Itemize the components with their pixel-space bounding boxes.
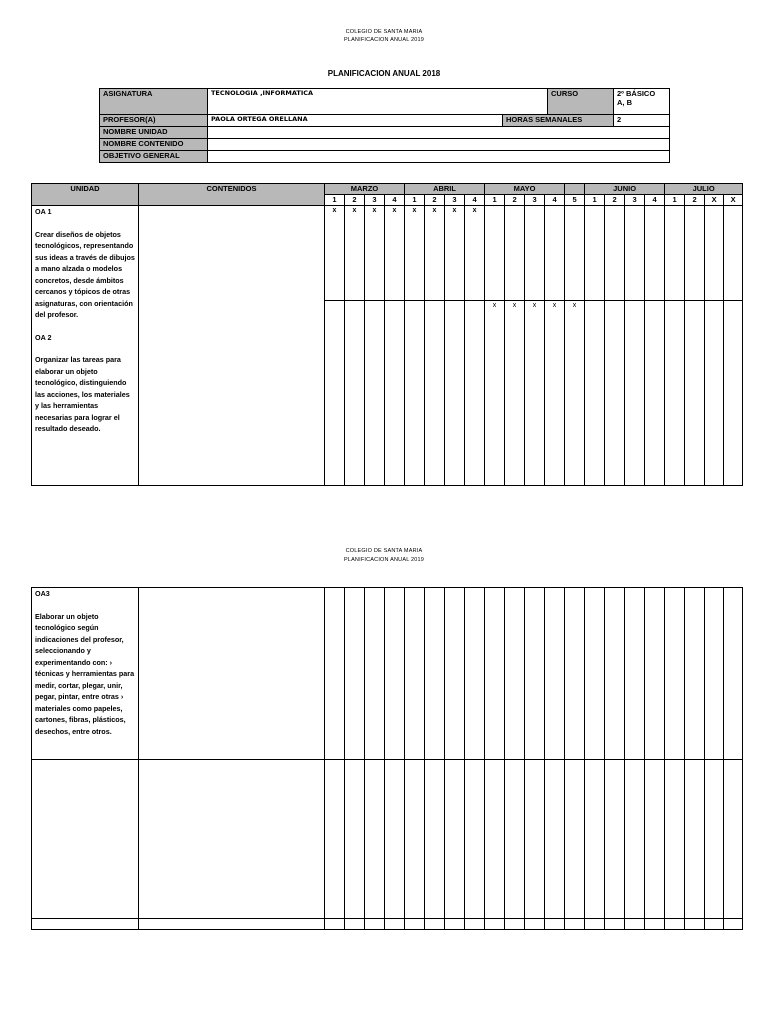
schedule-cell xyxy=(325,919,345,930)
schedule-mark: x xyxy=(325,206,345,301)
schedule-cell xyxy=(705,760,724,919)
week-header: 2 xyxy=(425,195,445,206)
schedule-cell xyxy=(345,919,365,930)
oa3-text: Elaborar un objeto tecnológico según indicaciones del profesor, seleccionando y experimentando con: › técnicas y herramientas para medir, cortar, plegar, unir, pegar, pintar, entre otras › materiales como papeles, cartones, fibras, plásticos, desechos, entre otros. xyxy=(35,611,135,736)
schedule-cell xyxy=(465,760,485,919)
schedule-mark xyxy=(665,206,685,301)
curso-label: CURSO xyxy=(548,89,614,115)
contenidos-cell xyxy=(139,919,325,930)
week-header: 4 xyxy=(545,195,565,206)
schedule-cell xyxy=(385,919,405,930)
schedule-cell xyxy=(525,760,545,919)
schedule-mark xyxy=(605,301,625,486)
schedule-mark: x xyxy=(445,206,465,301)
schedule-cell xyxy=(625,588,645,760)
schedule-cell xyxy=(365,588,385,760)
oa-cell xyxy=(32,919,139,930)
unidad-value xyxy=(208,127,670,139)
schedule-cell xyxy=(724,760,743,919)
horas-value: 2 xyxy=(614,115,670,127)
schedule-cell xyxy=(665,588,685,760)
month-header xyxy=(565,184,585,195)
schedule-mark xyxy=(685,206,705,301)
oa3-title: OA3 xyxy=(35,589,50,598)
week-header: 1 xyxy=(325,195,345,206)
plan-table-p2 xyxy=(31,587,743,930)
schedule-mark: x xyxy=(345,206,365,301)
contenido-label: NOMBRE CONTENIDO xyxy=(100,139,208,151)
oa2-text: Organizar las tareas para elaborar un objeto tecnológico, distinguiendo las acciones, los materiales y las herramientas necesarias para lograr el resultado deseado. xyxy=(35,355,130,433)
schedule-mark xyxy=(465,301,485,486)
schedule-cell xyxy=(545,760,565,919)
schedule-cell xyxy=(665,919,685,930)
schedule-cell xyxy=(585,919,605,930)
profesor-label: PROFESOR(A) xyxy=(100,115,208,127)
week-header: 4 xyxy=(465,195,485,206)
objetivo-label: OBJETIVO GENERAL xyxy=(100,151,208,163)
schedule-mark xyxy=(385,301,405,486)
week-header: 3 xyxy=(445,195,465,206)
schedule-cell xyxy=(485,588,505,760)
schedule-cell xyxy=(485,760,505,919)
schedule-mark xyxy=(325,301,345,486)
curso-value xyxy=(614,89,670,115)
contenidos-cell xyxy=(139,206,325,486)
week-header: 1 xyxy=(585,195,605,206)
week-header: 1 xyxy=(665,195,685,206)
school-name-p2: COLEGIO DE SANTA MARIA xyxy=(345,548,423,554)
week-header: 2 xyxy=(605,195,625,206)
oa-cell xyxy=(32,588,139,760)
schedule-mark xyxy=(425,301,445,486)
schedule-cell xyxy=(505,588,525,760)
schedule-mark xyxy=(525,206,545,301)
contenido-value xyxy=(208,139,670,151)
week-header: 4 xyxy=(645,195,665,206)
oa-cell xyxy=(32,760,139,919)
schedule-mark xyxy=(585,206,605,301)
schedule-cell xyxy=(545,919,565,930)
schedule-mark xyxy=(724,301,743,486)
month-header: ABRIL xyxy=(405,184,485,195)
week-header: 2 xyxy=(345,195,365,206)
schedule-cell xyxy=(345,760,365,919)
week-header: 1 xyxy=(405,195,425,206)
schedule-mark xyxy=(705,301,724,486)
curso-grade: 2º BÁSICO xyxy=(617,89,656,98)
schedule-cell xyxy=(485,919,505,930)
curso-sections: A, B xyxy=(617,98,633,107)
schedule-cell xyxy=(565,919,585,930)
schedule-cell xyxy=(605,919,625,930)
schedule-cell xyxy=(645,760,665,919)
schedule-cell xyxy=(405,919,425,930)
horas-label: HORAS SEMANALES xyxy=(503,115,614,127)
schedule-cell xyxy=(625,919,645,930)
schedule-cell xyxy=(465,588,485,760)
schedule-cell xyxy=(465,919,485,930)
schedule-mark: x xyxy=(485,301,505,486)
schedule-mark xyxy=(545,206,565,301)
unidad-label: NOMBRE UNIDAD xyxy=(100,127,208,139)
schedule-cell xyxy=(565,760,585,919)
schedule-mark xyxy=(485,206,505,301)
oa2-title: OA 2 xyxy=(35,332,52,342)
schedule-mark xyxy=(365,301,385,486)
schedule-mark xyxy=(724,206,743,301)
schedule-mark: x xyxy=(385,206,405,301)
asignatura-label: ASIGNATURA xyxy=(100,89,208,115)
schedule-mark: x xyxy=(505,301,525,486)
schedule-cell xyxy=(685,588,705,760)
profesor-value: PAOLA ORTEGA ORELLANA xyxy=(208,115,503,127)
plan-subtitle: PLANIFICACION ANUAL 2019 xyxy=(343,37,425,43)
schedule-mark: x xyxy=(565,301,585,486)
contenidos-cell xyxy=(139,588,325,760)
schedule-mark xyxy=(605,206,625,301)
schedule-cell xyxy=(385,588,405,760)
schedule-cell xyxy=(605,588,625,760)
schedule-mark xyxy=(585,301,605,486)
schedule-mark xyxy=(625,301,645,486)
schedule-cell xyxy=(385,760,405,919)
week-header: 3 xyxy=(625,195,645,206)
schedule-cell xyxy=(705,588,724,760)
schedule-cell xyxy=(425,760,445,919)
schedule-mark xyxy=(345,301,365,486)
schedule-mark xyxy=(705,206,724,301)
schedule-mark xyxy=(645,301,665,486)
schedule-mark: x xyxy=(525,301,545,486)
objetivo-value xyxy=(208,151,670,163)
schedule-mark xyxy=(445,301,465,486)
schedule-cell xyxy=(585,588,605,760)
page-title: PLANIFICACION ANUAL 2018 xyxy=(327,69,441,78)
schedule-cell xyxy=(545,588,565,760)
schedule-cell xyxy=(685,919,705,930)
plan-subtitle-p2: PLANIFICACION ANUAL 2019 xyxy=(343,557,425,563)
schedule-cell xyxy=(405,588,425,760)
schedule-cell xyxy=(505,919,525,930)
schedule-cell xyxy=(724,588,743,760)
schedule-cell xyxy=(705,919,724,930)
oa1-title: OA 1 xyxy=(35,207,52,216)
schedule-mark: x xyxy=(545,301,565,486)
schedule-mark xyxy=(405,301,425,486)
plan-table xyxy=(31,183,743,486)
schedule-mark xyxy=(665,301,685,486)
schedule-cell xyxy=(405,760,425,919)
school-name: COLEGIO DE SANTA MARIA xyxy=(345,29,423,35)
schedule-mark xyxy=(505,206,525,301)
oa1-text: Crear diseños de objetos tecnológicos, representando sus ideas a través de dibujos a mano alzada o modelos concretos, desde ámbitos cercanos y tópicos de otras asignaturas, con orientación del profesor. xyxy=(35,229,135,319)
schedule-cell xyxy=(425,588,445,760)
schedule-cell xyxy=(445,588,465,760)
week-header: 5 xyxy=(565,195,585,206)
week-header: 3 xyxy=(365,195,385,206)
week-header: 2 xyxy=(505,195,525,206)
schedule-cell xyxy=(645,919,665,930)
contenidos-cell xyxy=(139,760,325,919)
info-table xyxy=(99,88,670,163)
week-header: X xyxy=(724,195,743,206)
week-header: 2 xyxy=(685,195,705,206)
schedule-mark xyxy=(645,206,665,301)
schedule-mark xyxy=(685,301,705,486)
schedule-cell xyxy=(325,588,345,760)
schedule-cell xyxy=(565,588,585,760)
week-header: X xyxy=(705,195,724,206)
col-unidad-header: UNIDAD xyxy=(32,184,139,206)
schedule-cell xyxy=(625,760,645,919)
schedule-mark: x xyxy=(425,206,445,301)
schedule-cell xyxy=(525,919,545,930)
col-contenidos-header: CONTENIDOS xyxy=(139,184,325,206)
schedule-cell xyxy=(425,919,445,930)
month-header: MAYO xyxy=(485,184,565,195)
asignatura-value: TECNOLOGIA ,INFORMATICA xyxy=(208,89,548,115)
month-header: MARZO xyxy=(325,184,405,195)
schedule-cell xyxy=(325,760,345,919)
schedule-cell xyxy=(505,760,525,919)
week-header: 1 xyxy=(485,195,505,206)
schedule-cell xyxy=(665,760,685,919)
schedule-cell xyxy=(585,760,605,919)
week-header: 3 xyxy=(525,195,545,206)
schedule-cell xyxy=(445,760,465,919)
schedule-cell xyxy=(724,919,743,930)
schedule-cell xyxy=(345,588,365,760)
month-header: JUNIO xyxy=(585,184,665,195)
schedule-cell xyxy=(685,760,705,919)
oa-cell xyxy=(32,206,139,486)
schedule-cell xyxy=(365,760,385,919)
schedule-cell xyxy=(645,588,665,760)
schedule-mark: x xyxy=(405,206,425,301)
schedule-mark: x xyxy=(465,206,485,301)
schedule-cell xyxy=(605,760,625,919)
schedule-mark xyxy=(625,206,645,301)
schedule-mark xyxy=(565,206,585,301)
month-header: JULIO xyxy=(665,184,743,195)
schedule-cell xyxy=(525,588,545,760)
schedule-cell xyxy=(445,919,465,930)
schedule-mark: x xyxy=(365,206,385,301)
schedule-cell xyxy=(365,919,385,930)
week-header: 4 xyxy=(385,195,405,206)
